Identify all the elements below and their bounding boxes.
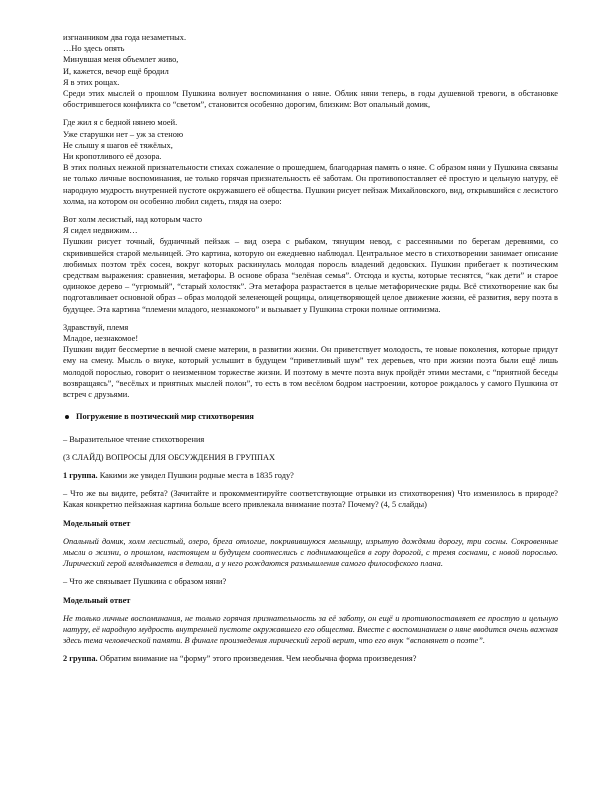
model-answer-2: Не только личные воспоминания, не только горячая признательность за её заботу, он ещё и противопоставляет ее простую и цельную натуру, её народную мудрость внутренней пустоте окружавшего его общества. Вместе с воспоминанием о няне вводится очень важная здесь тема человеческой памяти. В финале произведения лирический герой верит, что его внук “вспомянет о поэте”.: [63, 613, 558, 646]
paragraph-landscape: Пушкин рисует точный, будничный пейзаж – вид озера с рыбаком, тянущим невод, с рассеянными по берегам деревнями, со скривившейся старой мельницей. Это картина, которую он ежедневно наблюдал. Центральное место в стихотворении занимает описание любимых поэтом трёх сосен, вокруг которых раскинулась молодая поросль владений дедовских. Пушкин прибегает к поэтическим средствам выражения: сравнения, метафоры. В основе образа “зелёная семья”. Отсюда и кусты, которые теснятся, “как дети” и старое одинокое дерево – “угрюмый”, “старый холостяк”. Эта метафора разрастается в целые метафорические ряды. Всё стихотворение как бы подготавливает основной образ – образ молодой зеленеющей рощицы, олицетворяющей целое движение жизни, её развития, веру поэта в будущее. Эта картина “племени младого, незнакомого” и вызывает у Пушкина строки полные оптимизма.: [63, 237, 558, 314]
group-1-question-text: Какими же увидел Пушкин родные места в 1835 году?: [97, 470, 294, 480]
slide-heading: (3 СЛАЙД) ВОПРОСЫ ДЛЯ ОБСУЖДЕНИЯ В ГРУППАХ: [63, 452, 276, 462]
question-b: – Что же связывает Пушкина с образом няни?: [63, 577, 227, 587]
model-answer-label: Модельный ответ: [63, 595, 131, 605]
group-1-question: [63, 470, 558, 481]
poem-stanza-2: [63, 117, 558, 162]
bullet-item-immersion: Погружение в поэтический мир стихотворения: [63, 411, 558, 422]
poem-line: …Но здесь опять: [63, 44, 125, 54]
poem-line: Здравствуй, племя: [63, 322, 129, 332]
poem-line: Не слышу я шагов её тяжёлых,: [63, 140, 173, 150]
poem-stanza-4: [63, 322, 558, 344]
model-answer-1: Опальный домик, холм лесистый, озеро, брега отлогие, покривившуюся мельницу, изрытую дождями дорогу, три сосны. Сокровенные мысли о жизни, о прошлом, настоящем и будущем соотнеслись с поднимающейся в гору дорогой, с тремя соснами, с новой порослью. Лирический герой вглядывается в детали, а у него рождаются размышления самого философского плана.: [63, 536, 558, 569]
group-2-label: 2 группа.: [63, 654, 98, 664]
poem-stanza-3: [63, 214, 558, 236]
group-2-question-text: Обратим внимание на “форму” этого произведения. Чем необычна форма произведения?: [97, 654, 417, 664]
poem-line: Ни кропотливого её дозора.: [63, 152, 162, 162]
reading-instruction: – Выразительное чтение стихотворения: [63, 434, 205, 444]
paragraph-nanny-memory: Среди этих мыслей о прошлом Пушкина волнует воспоминания о няне. Облик няни теперь, в годы душевной тревоги, в обстановке обострившегося конфликта со “светом”, становится особенно дорогим, близким: Вот опальный домик,: [63, 89, 558, 110]
group-1-label: 1 группа.: [63, 470, 98, 480]
poem-line: Я в этих рощах.: [63, 77, 120, 87]
paragraph-nanny-image: В этих полных нежной признательности стихах сожаление о прошедшем, благодарная память о няне. С образом няни у Пушкина связаны не только личные воспоминания, не только горячая признательность её заботам. Он противопоставляет её простую и цельную натуру, её народную мудрость внутренней пустоте окружавшего её общества. Пушкин рисует пейзаж Михайловского, вид, открывшийся с лесистого холма, на котором он особенно любил сидеть, глядя на озеро:: [63, 163, 558, 206]
poem-stanza-1: [63, 32, 558, 88]
poem-line: И, кажется, вечор ещё бродил: [63, 66, 169, 76]
poem-line: Я сидел недвижим…: [63, 226, 138, 236]
poem-line: изгнанником два года незаметных.: [63, 33, 187, 42]
question-a: – Что же вы видите, ребята? (Зачитайте и прокомментируйте соответствующие отрывки из стихотворения) Что изменилось в природе? Какая конкретно пейзажная картина больше всего привлекала внимание поэта? Почему? (4, 5 слайды): [63, 489, 558, 510]
model-answer-label: Модельный ответ: [63, 518, 131, 528]
group-2-question: [63, 653, 558, 664]
poem-line: Вот холм лесистый, над которым часто: [63, 215, 202, 225]
poem-line: Минувшая меня объемлет живо,: [63, 55, 179, 65]
poem-line: Младое, незнакомое!: [63, 334, 139, 344]
paragraph-immortality: Пушкин видит бессмертие в вечной смене материи, в развитии жизни. Он приветствует молодость, те новые поколения, которые придут ему на смену. Мысль о внуке, который услышит в будущем “приветливый шум” тех деревьев, что при жизни поэта были ещё лишь молодой порослью, говорит о неизменном торжестве жизни. И поэтому в мечте поэта внук пройдёт этими местами, с “приятной беседы возвращаясь”, “весёлых и приятных мыслей полон”, то есть в том весёлом бодром настроении, которое рождалось у самого Пушкина от встреч с друзьями.: [63, 345, 558, 400]
poem-line: Где жил я с бедной нянею моей.: [63, 118, 178, 128]
poem-line: Уже старушки нет – уж за стеною: [63, 129, 184, 139]
